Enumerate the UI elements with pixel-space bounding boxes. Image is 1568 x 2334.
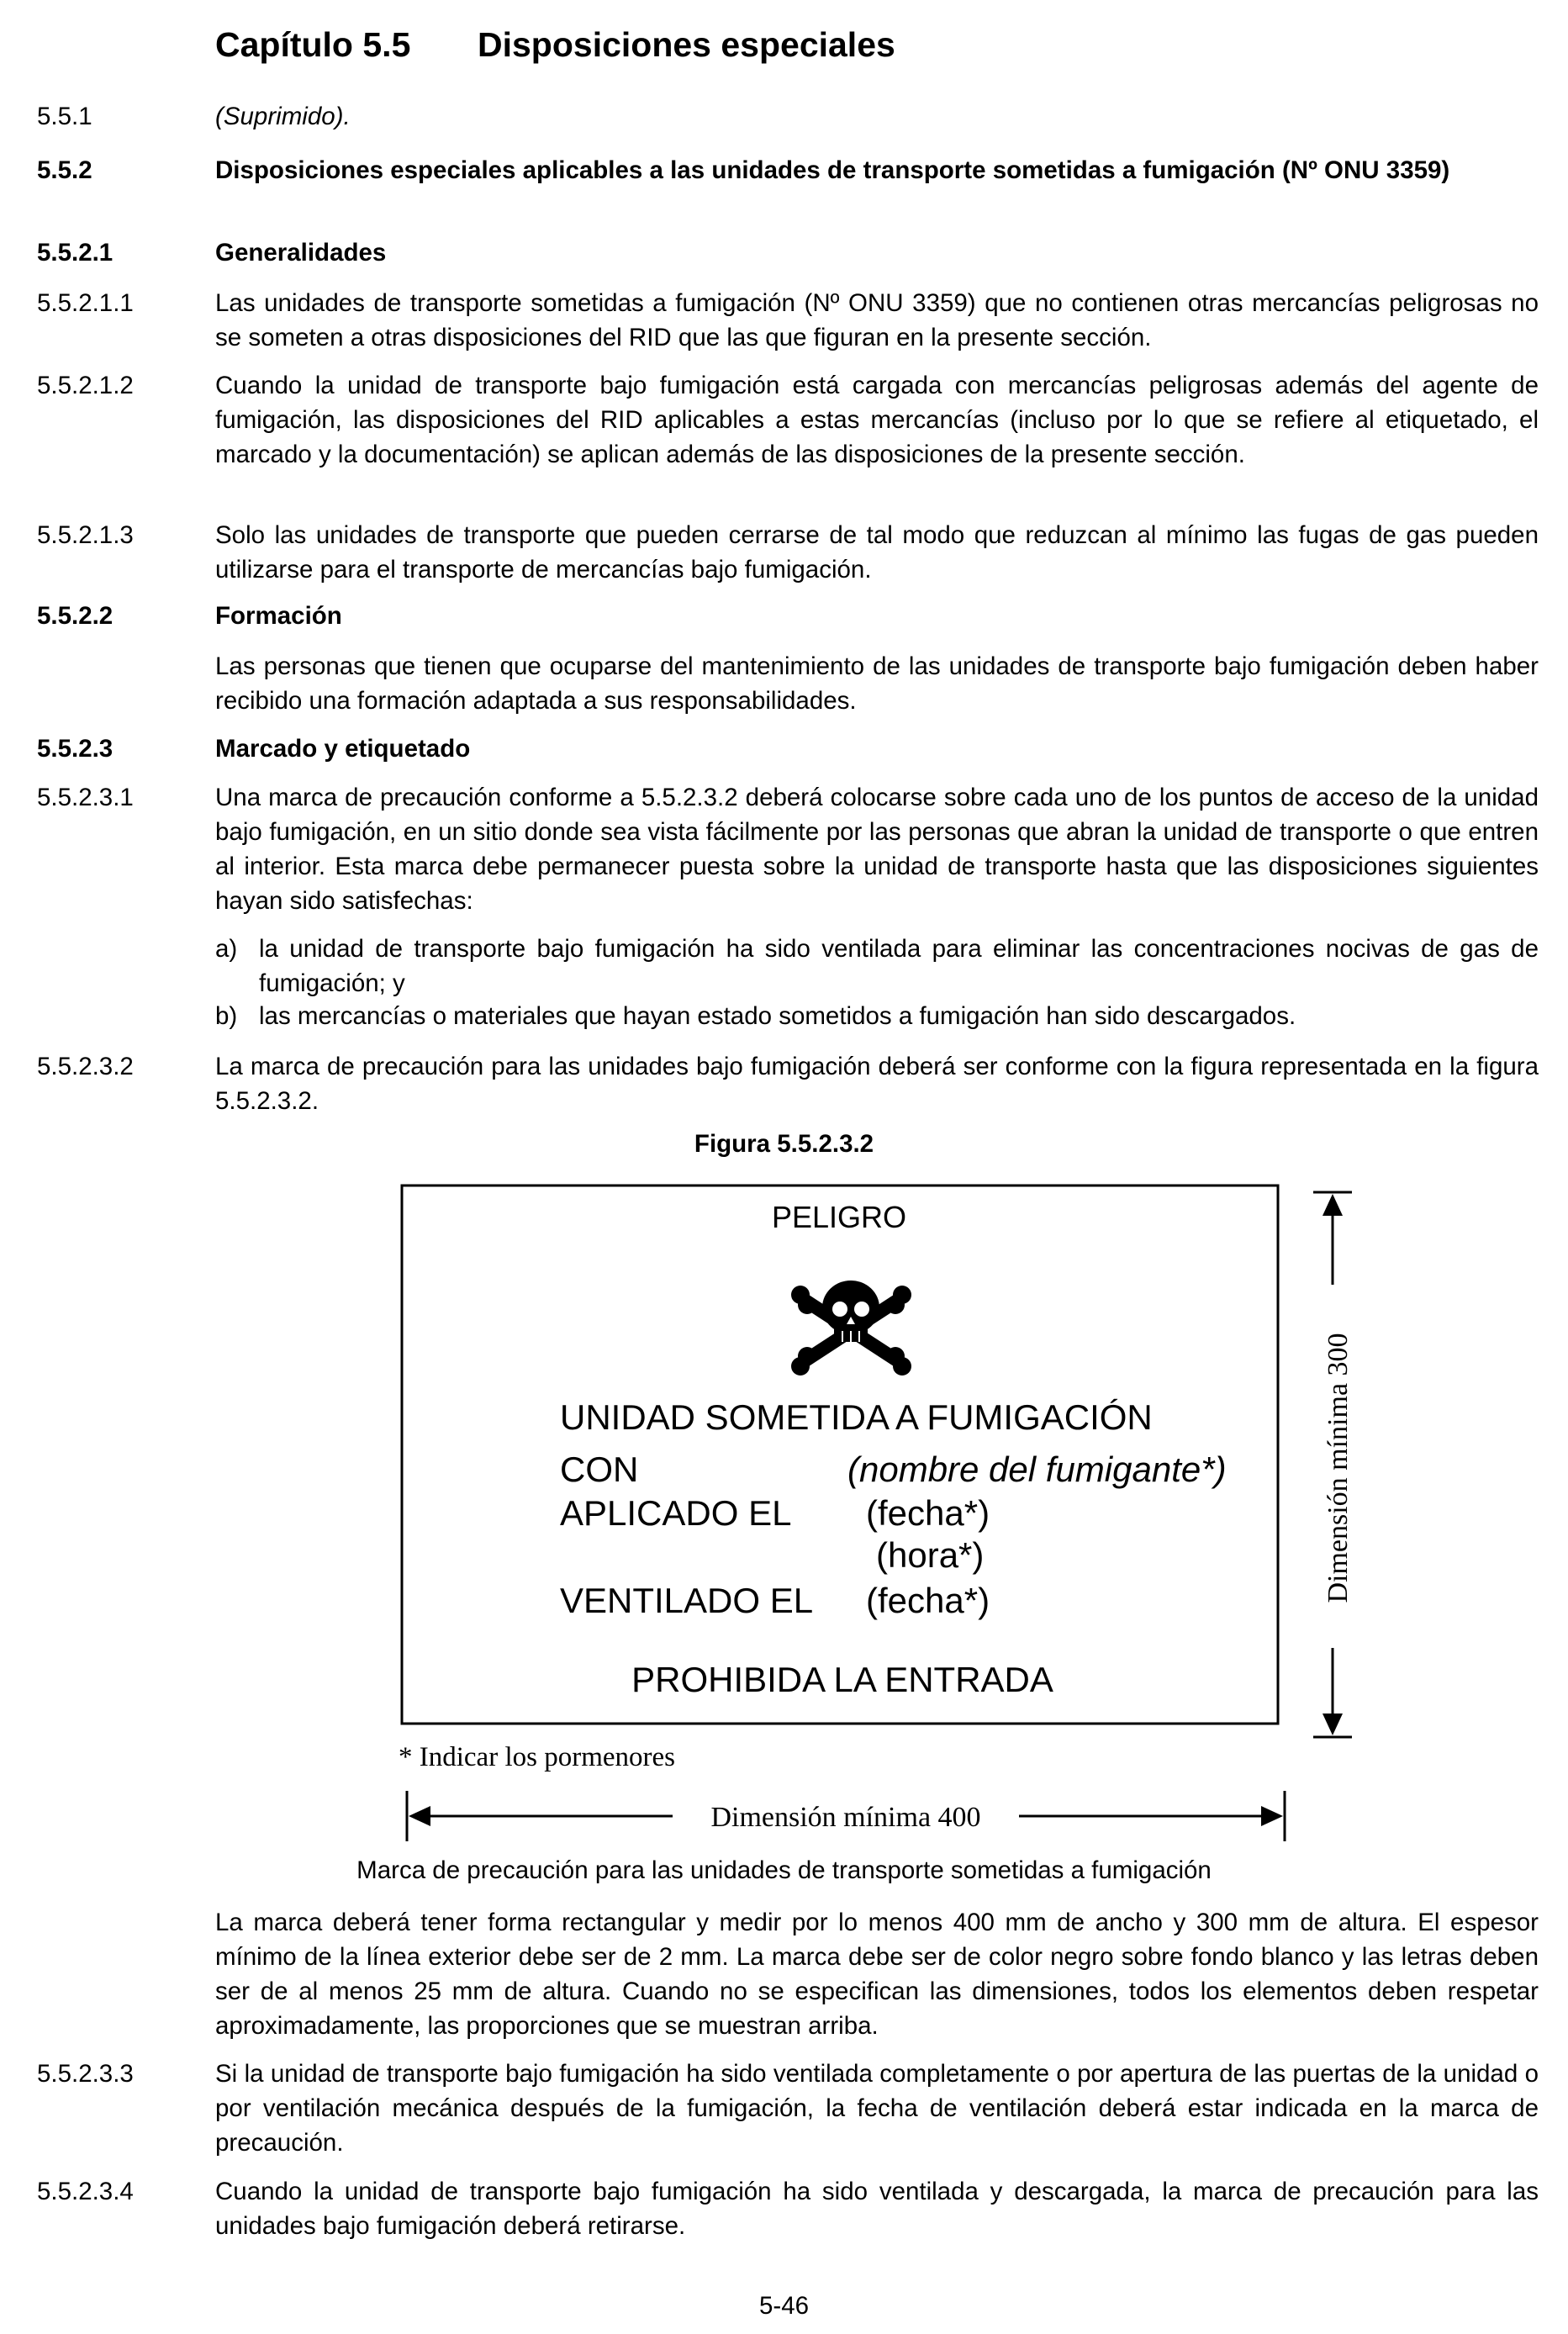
section-text: Las personas que tienen que ocuparse del mantenimiento de las unidades de transporte bajo fumigación deben haber recibido una formación adaptada a sus responsabilidades. bbox=[215, 652, 1539, 715]
section-heading: Generalidades bbox=[215, 239, 387, 267]
height-dimension-label: Dimensión mínima 300 bbox=[1323, 1333, 1354, 1603]
section-number: 5.5.2.3.2 bbox=[37, 1053, 134, 1080]
list-label: b) bbox=[215, 1002, 238, 1030]
section-heading: Disposiciones especiales aplicables a las unidades de transporte sometidas a fumigación (Nº ONU 3359) bbox=[215, 156, 1450, 184]
figure-title: Figura 5.5.2.3.2 bbox=[694, 1130, 874, 1158]
hora-value: (hora*) bbox=[876, 1535, 985, 1575]
section-text: (Suprimido). bbox=[215, 103, 351, 130]
con-label: CON bbox=[560, 1450, 639, 1489]
prohibida-text: PROHIBIDA LA ENTRADA bbox=[631, 1660, 1053, 1699]
section-5-5-2-3-2-body bbox=[37, 1905, 1539, 2043]
figure-caption: Marca de precaución para las unidades de transporte sometidas a fumigación bbox=[356, 1856, 1212, 1884]
section-text: La marca deberá tener forma rectangular y medir por lo menos 400 mm de ancho y 300 mm de altura. El espesor mínimo de la línea exterior debe ser de 2 mm. La marca debe ser de color negro sobre fondo blanco y las letras deben ser de al menos 25 mm de altura. Cuando no se especifican las dimensiones, todos los elementos deben respetar aproximadamente, las proporciones que se muestran arriba. bbox=[215, 1909, 1539, 2040]
con-value: (nombre del fumigante*) bbox=[847, 1450, 1227, 1489]
width-dimension-label: Dimensión mínima 400 bbox=[710, 1802, 981, 1833]
list-text: las mercancías o materiales que hayan estado sometidos a fumigación han sido descargados. bbox=[259, 1002, 1296, 1030]
section-number: 5.5.2.1.2 bbox=[37, 372, 134, 399]
list-text: la unidad de transporte bajo fumigación ha sido ventilada para eliminar las concentraciones nocivas de gas de fumigación; y bbox=[259, 935, 1539, 997]
ventilado-label: VENTILADO EL bbox=[560, 1581, 814, 1620]
section-5-5-2-3-3 bbox=[37, 2057, 1539, 2160]
section-number: 5.5.2 bbox=[37, 156, 92, 184]
chapter-number: Capítulo 5.5 bbox=[215, 25, 411, 64]
peligro-text: PELIGRO bbox=[771, 1200, 907, 1234]
list-label: a) bbox=[215, 935, 238, 963]
section-number: 5.5.2.3.3 bbox=[37, 2060, 134, 2088]
section-heading: Marcado y etiquetado bbox=[215, 735, 471, 763]
section-text: Si la unidad de transporte bajo fumigación ha sido ventilada completamente o por apertura de las puertas de la unidad o por ventilación mecánica después de la fumigación, la fecha de ventilación deberá estar indicada en la marca de precaución. bbox=[215, 2060, 1539, 2157]
section-number: 5.5.2.1 bbox=[37, 239, 114, 267]
section-number: 5.5.2.3.1 bbox=[37, 784, 134, 811]
section-text: Las unidades de transporte sometidas a fumigación (Nº ONU 3359) que no contienen otras mercancías peligrosas no se someten a otras disposiciones del RID que las que figuran en la presente sección. bbox=[215, 289, 1539, 351]
section-text: Una marca de precaución conforme a 5.5.2.3.2 deberá colocarse sobre cada uno de los puntos de acceso de la unidad bajo fumigación, en un sitio donde sea vista fácilmente por las personas que abran la unidad de transporte o que entren al interior. Esta marca debe permanecer puesta sobre la unidad de transporte hasta que las disposiciones siguientes hayan sido satisfechas: bbox=[215, 784, 1539, 915]
aplicado-value: (fecha*) bbox=[866, 1493, 990, 1533]
page-number: 5-46 bbox=[758, 2292, 810, 2320]
section-number: 5.5.1 bbox=[37, 103, 92, 130]
skull-crossbones-icon bbox=[791, 1281, 911, 1376]
section-5-5-2-3-4 bbox=[37, 2174, 1539, 2243]
ventilado-value: (fecha*) bbox=[866, 1581, 990, 1620]
section-number: 5.5.2.2 bbox=[37, 602, 114, 630]
section-number: 5.5.2.3 bbox=[37, 735, 114, 763]
section-number: 5.5.2.1.1 bbox=[37, 289, 134, 317]
section-text: Cuando la unidad de transporte bajo fumigación ha sido ventilada y descargada, la marca de precaución para las unidades bajo fumigación deberá retirarse. bbox=[215, 2178, 1539, 2240]
section-number: 5.5.2.1.3 bbox=[37, 521, 134, 549]
section-text: Cuando la unidad de transporte bajo fumigación está cargada con mercancías peligrosas además del agente de fumigación, las disposiciones del RID aplicables a estas mercancías (incluso por lo que se refiere al etiquetado, el marcado y la documentación) se aplican además de las disposiciones de la presente sección. bbox=[215, 372, 1539, 468]
section-text: Solo las unidades de transporte que pueden cerrarse de tal modo que reduzcan al mínimo las fugas de gas pueden utilizarse para el transporte de mercancías bajo fumigación. bbox=[215, 521, 1539, 584]
chapter-title: Disposiciones especiales bbox=[478, 25, 895, 64]
figure-note: * Indicar los pormenores bbox=[399, 1742, 675, 1772]
line-unidad: UNIDAD SOMETIDA A FUMIGACIÓN bbox=[560, 1397, 1153, 1437]
section-text: La marca de precaución para las unidades bajo fumigación deberá ser conforme con la figura representada en la figura 5.5.2.3.2. bbox=[215, 1053, 1539, 1115]
section-heading: Formación bbox=[215, 602, 342, 630]
aplicado-label: APLICADO EL bbox=[560, 1493, 792, 1533]
section-number: 5.5.2.3.4 bbox=[37, 2178, 134, 2205]
